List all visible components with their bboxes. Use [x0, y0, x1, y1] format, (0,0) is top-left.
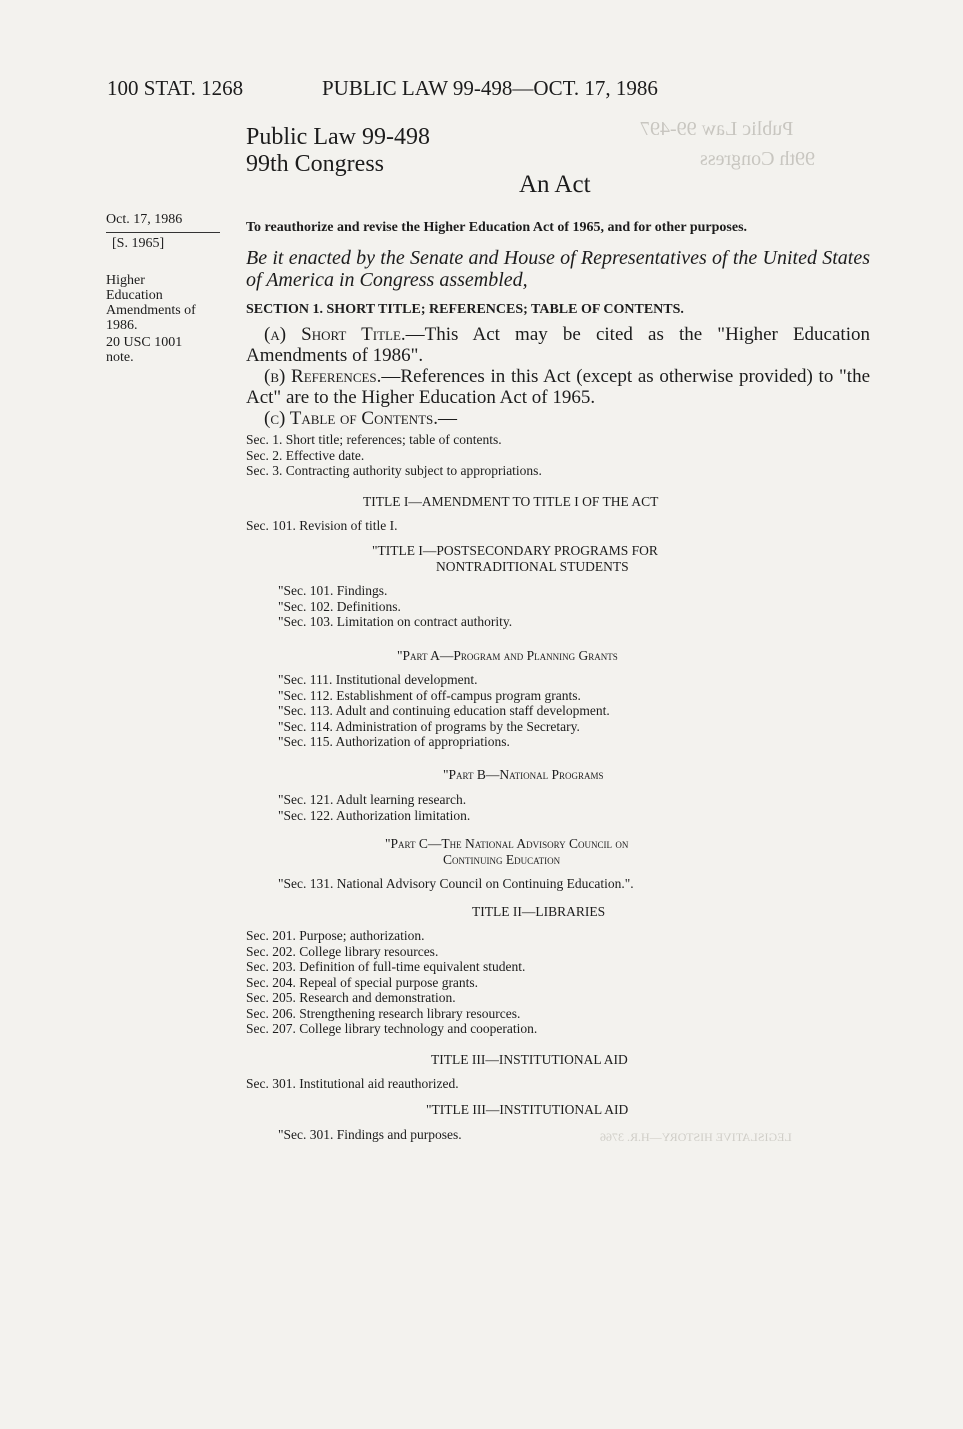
margin-short-title: Higher Education Amendments of 1986.	[106, 273, 196, 333]
toc-item: Sec. 1. Short title; references; table of contents.	[246, 432, 502, 447]
enacting-clause: Be it enacted by the Senate and House of Representatives of the United States of America in Congress assembled,	[246, 247, 870, 291]
section-1a-paragraph	[246, 324, 870, 366]
toc-quoted-title-1-list	[278, 583, 512, 630]
section-1-heading: SECTION 1. SHORT TITLE; REFERENCES; TABLE OF CONTENTS.	[246, 302, 684, 317]
page-stat-citation: 100 STAT. 1268	[107, 76, 244, 100]
section-1b-text: —References in this Act (except as otherwise provided) to "the Act" are to the Higher Education Act of 1965.	[246, 366, 871, 408]
law-number: Public Law 99-498	[246, 124, 430, 150]
toc-item: "Sec. 102. Definitions.	[278, 598, 401, 614]
toc-title-3-heading: TITLE III—INSTITUTIONAL AID	[431, 1052, 628, 1067]
toc-item: Sec. 101. Revision of title I.	[246, 518, 398, 533]
toc-part-b-list	[278, 792, 470, 823]
toc-item: Sec. 301. Institutional aid reauthorized.	[246, 1076, 459, 1091]
act-label: An Act	[519, 171, 591, 198]
toc-item: Sec. 204. Repeal of special purpose grants.	[246, 974, 479, 990]
toc-item: Sec. 2. Effective date.	[246, 447, 365, 463]
toc-quoted-title-3-heading: "TITLE III—INSTITUTIONAL AID	[426, 1102, 629, 1117]
toc-item: "Sec. 131. National Advisory Council on Continuing Education.".	[278, 876, 634, 891]
section-1b-label: (b) References.	[264, 366, 382, 387]
toc-item: Sec. 201. Purpose; authorization.	[246, 928, 425, 943]
margin-usc-citation: 20 USC 1001 note.	[106, 335, 183, 365]
law-title-block	[246, 124, 430, 178]
congress-number: 99th Congress	[246, 151, 384, 177]
bleed-through-mark: LEGISLATIVE HISTORY—H.R. 3766	[600, 1130, 792, 1144]
toc-item: "Sec. 122. Authorization limitation.	[278, 807, 471, 823]
margin-date: Oct. 17, 1986	[106, 212, 183, 227]
bleed-through-mark: 99th Congress	[700, 148, 815, 170]
toc-item: Sec. 206. Strengthening research library resources.	[246, 1005, 521, 1021]
purpose-statement: To reauthorize and revise the Higher Education Act of 1965, and for other purposes.	[246, 220, 748, 235]
section-1c-paragraph	[264, 408, 457, 430]
section-1c-label: (c) Table of Contents.	[264, 408, 439, 429]
toc-quoted-title-1-subheading: NONTRADITIONAL STUDENTS	[436, 559, 629, 574]
toc-item: "Sec. 114. Administration of programs by the Secretary.	[278, 718, 580, 734]
toc-item: "Sec. 113. Adult and continuing education staff development.	[278, 703, 610, 718]
section-1b-paragraph	[246, 366, 870, 408]
toc-item: "Sec. 111. Institutional development.	[278, 672, 478, 687]
toc-item: Sec. 203. Definition of full-time equivalent student.	[246, 959, 526, 974]
toc-title-2-list	[246, 928, 537, 1037]
margin-bill-number: [S. 1965]	[112, 236, 165, 251]
section-1a-text: —This Act may be cited as the "Higher Education Amendments of 1986".	[246, 324, 870, 366]
page-law-date: PUBLIC LAW 99-498—OCT. 17, 1986	[322, 76, 658, 100]
toc-title-2-heading: TITLE II—LIBRARIES	[472, 904, 606, 919]
toc-part-c-heading: "Part C—The National Advisory Council on	[385, 836, 629, 851]
toc-part-a-heading: "Part A—Program and Planning Grants	[397, 648, 618, 663]
toc-item: Sec. 205. Research and demonstration.	[246, 990, 456, 1005]
toc-item: Sec. 207. College library technology and cooperation.	[246, 1021, 538, 1036]
toc-title-1-heading: TITLE I—AMENDMENT TO TITLE I OF THE ACT	[363, 494, 659, 509]
section-1c-text: —	[438, 408, 458, 429]
toc-item: "Sec. 112. Establishment of off-campus program grants.	[278, 687, 581, 703]
toc-item: "Sec. 103. Limitation on contract authority.	[278, 614, 513, 629]
margin-divider	[106, 232, 220, 233]
toc-part-b-heading: "Part B—National Programs	[443, 767, 604, 782]
toc-item: "Sec. 301. Findings and purposes.	[278, 1127, 462, 1142]
section-1a-label: (a) Short Title.	[264, 324, 406, 345]
bleed-through-mark: Public Law 99-497	[640, 118, 794, 140]
toc-top-list	[246, 432, 542, 479]
toc-item: Sec. 3. Contracting authority subject to appropriations.	[246, 463, 542, 478]
toc-item: "Sec. 101. Findings.	[278, 583, 388, 598]
toc-quoted-title-1-heading: "TITLE I—POSTSECONDARY PROGRAMS FOR	[372, 543, 658, 558]
toc-part-c-subheading: Continuing Education	[443, 852, 561, 867]
toc-part-a-list	[278, 672, 610, 750]
toc-item: "Sec. 115. Authorization of appropriations.	[278, 734, 510, 749]
toc-item: "Sec. 121. Adult learning research.	[278, 792, 467, 807]
toc-item: Sec. 202. College library resources.	[246, 943, 439, 959]
